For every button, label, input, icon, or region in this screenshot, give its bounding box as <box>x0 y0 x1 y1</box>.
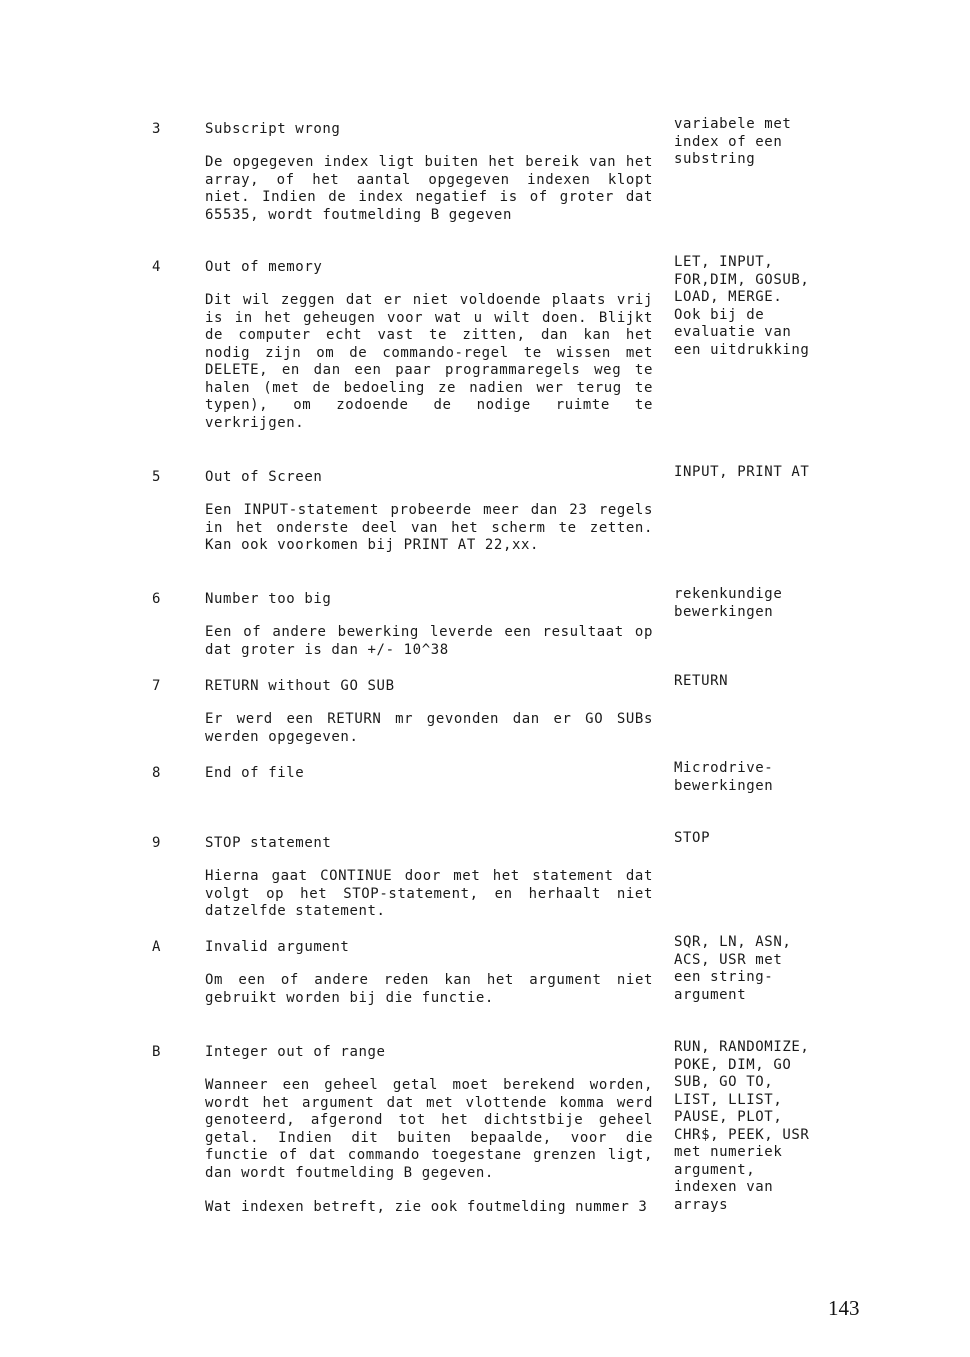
description-paragraph: Hierna gaat CONTINUE door met het statement dat volgt op het STOP-statement, en herhaalt niet datzelfde statement. <box>205 868 653 919</box>
error-description <box>205 502 653 555</box>
related-commands: Microdrive- bewerkingen <box>674 760 774 794</box>
error-code: 9 <box>152 835 162 851</box>
related-commands: LET, INPUT, FOR,DIM, GOSUB, LOAD, MERGE. Ook bij de evaluatie van een uitdrukking <box>674 254 810 358</box>
error-description <box>205 292 653 432</box>
error-code: 7 <box>152 678 162 694</box>
related-commands: STOP <box>674 830 711 846</box>
error-title: End of file <box>205 765 305 781</box>
related-commands: rekenkundige bewerkingen <box>674 586 783 620</box>
related-commands: INPUT, PRINT AT <box>674 464 810 480</box>
description-paragraph: Wat indexen betreft, zie ook foutmelding nummer 3 <box>205 1199 648 1215</box>
error-title: STOP statement <box>205 835 332 851</box>
related-commands: variabele met index of een substring <box>674 116 792 167</box>
description-paragraph: Wanneer een geheel getal moet berekend worden, wordt het argument dat met vlottende komma werd genoteerd, afgerond tot het dichtstbije geheel getal. Indien dit buiten bepaalde, voor die functie of dat commando toegestane grenzen ligt, dan wordt foutmelding B gegeven. <box>205 1077 653 1181</box>
error-title: Subscript wrong <box>205 121 341 137</box>
error-description <box>205 624 653 659</box>
error-title: Invalid argument <box>205 939 350 955</box>
error-description <box>205 154 653 224</box>
error-title: Integer out of range <box>205 1044 386 1060</box>
error-code: 3 <box>152 121 162 137</box>
error-code: A <box>152 939 162 955</box>
error-title: Number too big <box>205 591 332 607</box>
related-commands: SQR, LN, ASN, ACS, USR met een string- argument <box>674 934 792 1003</box>
error-code: 8 <box>152 765 162 781</box>
error-title: Out of Screen <box>205 469 323 485</box>
related-commands: RETURN <box>674 673 729 689</box>
description-paragraph: De opgegeven index ligt buiten het bereik van het array, of het aantal opgegeven indexen klopt niet. Indien de index negatief is of groter dat 65535, wordt foutmelding B gegeven <box>205 154 653 223</box>
error-title: RETURN without GO SUB <box>205 678 395 694</box>
error-code: 5 <box>152 469 162 485</box>
error-code: 4 <box>152 259 162 275</box>
description-paragraph: Een INPUT-statement probeerde meer dan 23 regels in het onderste deel van het scherm te zetten. Kan ook voorkomen bij PRINT AT 22,xx. <box>205 502 653 553</box>
related-commands: RUN, RANDOMIZE, POKE, DIM, GO SUB, GO TO, LIST, LLIST, PAUSE, PLOT, CHR$, PEEK, USR met numeriek argument, indexen van arrays <box>674 1039 810 1213</box>
page-number: 143 <box>828 1296 860 1320</box>
error-code: B <box>152 1044 162 1060</box>
description-paragraph: Een of andere bewerking leverde een resultaat op dat groter is dan +/- 10^38 <box>205 624 653 658</box>
error-description <box>205 972 653 1007</box>
error-title: Out of memory <box>205 259 323 275</box>
error-description <box>205 1077 653 1217</box>
description-paragraph: Om een of andere reden kan het argument niet gebruikt worden bij die functie. <box>205 972 653 1006</box>
description-paragraph: Er werd een RETURN mr gevonden dan er GO SUBs werden opgegeven. <box>205 711 653 745</box>
error-description <box>205 711 653 746</box>
error-code: 6 <box>152 591 162 607</box>
description-paragraph: Dit wil zeggen dat er niet voldoende plaats vrij is in het geheugen voor wat u wilt doen. Blijkt de computer echt vast te zitten, dan kan het nodig zijn om de commando-regel te wissen met DELETE, en dan een paar programmaregels weg te halen (met de bedoeling ze nadien wer terug te typen), om zodoende de nodige ruimte te verkrijgen. <box>205 292 653 431</box>
error-description <box>205 868 653 921</box>
